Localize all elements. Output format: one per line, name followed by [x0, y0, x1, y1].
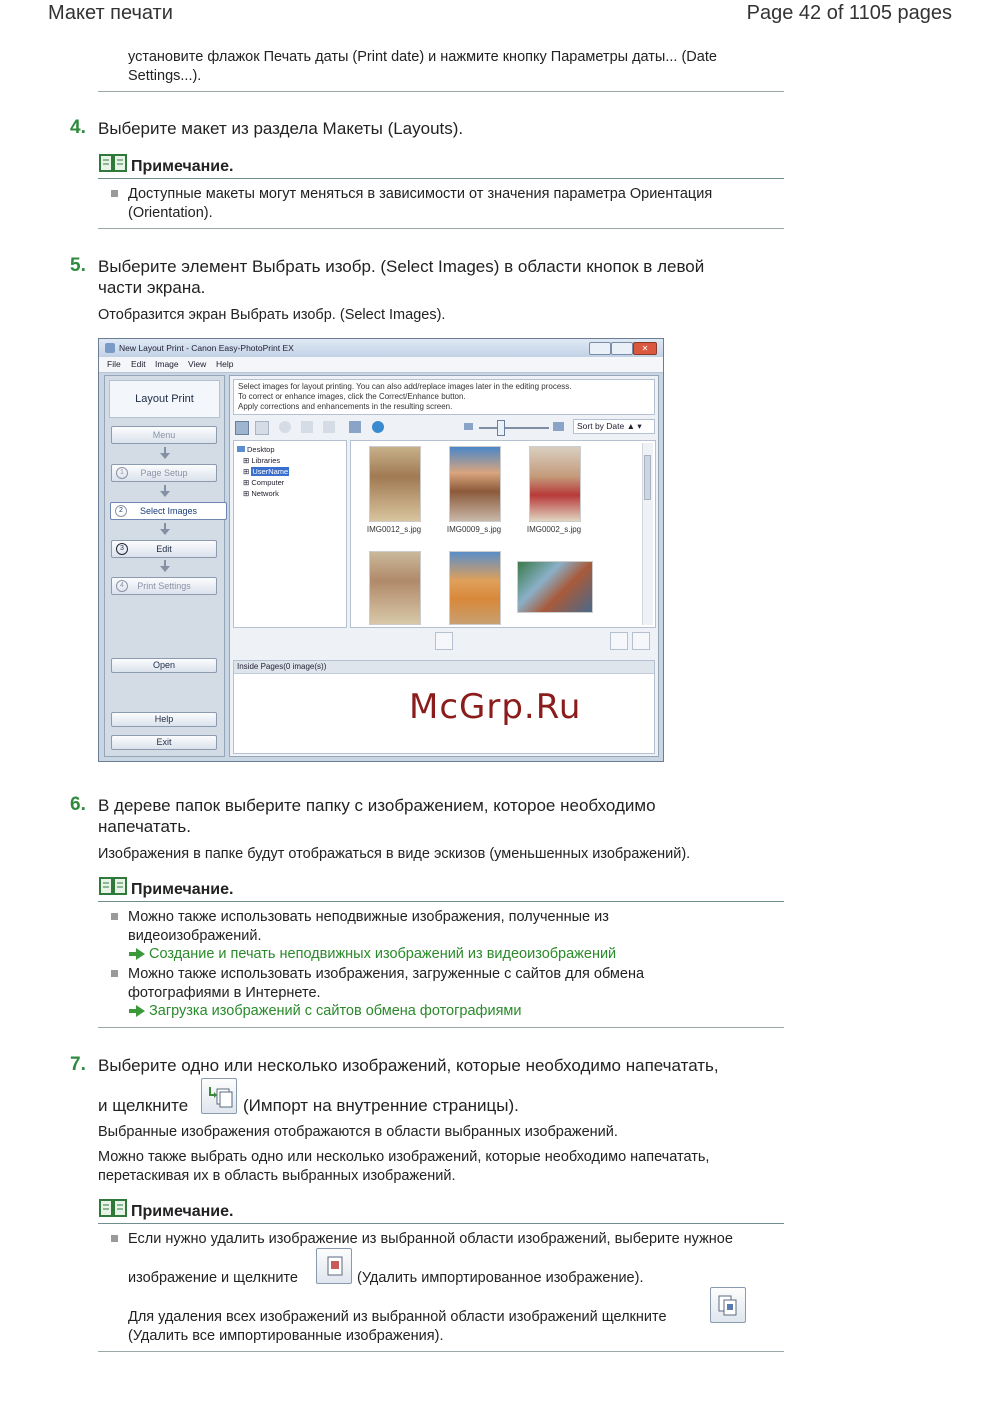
thumbnail-view-icon[interactable] [235, 421, 249, 435]
thumbnail-label: IMG0002_s.jpg [526, 525, 582, 534]
intro-line-1: установите флажок Печать даты (Print date) и нажмите кнопку Параметры даты... (Date [128, 49, 717, 65]
note-6-bullet-1-line-1: Можно также использовать неподвижные изображения, полученные из [128, 909, 609, 925]
step-number-1: 1 [116, 467, 128, 479]
step-7-description-1: Выбранные изображения отображаются в области выбранных изображений. [98, 1124, 618, 1140]
down-arrow-icon [160, 529, 170, 535]
sort-dropdown[interactable]: Sort by Date ▲ ▾ [573, 419, 655, 434]
delete-imported-image-icon[interactable] [316, 1248, 352, 1284]
import-to-inside-pages-icon[interactable] [201, 1078, 237, 1114]
app-icon [105, 343, 115, 353]
delete-all-imported-images-icon[interactable] [710, 1287, 746, 1323]
thumbnail-image[interactable] [529, 446, 581, 522]
enhance-icon[interactable] [323, 421, 335, 433]
thumbnail-image[interactable] [369, 446, 421, 522]
step-number-2: 2 [115, 505, 127, 517]
tree-item-desktop[interactable]: Desktop [237, 444, 343, 455]
divider [98, 228, 784, 229]
delete-imported-icon[interactable] [610, 632, 628, 650]
rotate-icon[interactable] [279, 421, 291, 433]
step-7-description-2b: перетаскивая их в область выбранных изображений. [98, 1168, 456, 1184]
print-settings-button[interactable] [111, 577, 217, 595]
edit-button[interactable] [111, 540, 217, 558]
page-setup-label: Page Setup [140, 468, 188, 478]
instruction-line-3: Apply corrections and enhancements in the resulting screen. [238, 402, 453, 411]
divider [98, 1027, 784, 1028]
layout-print-title: Layout Print [109, 380, 220, 418]
list-view-icon[interactable] [255, 421, 269, 435]
minimize-icon[interactable] [589, 342, 611, 355]
bullet [111, 913, 118, 920]
zoom-out-icon[interactable] [464, 423, 473, 430]
step-7-number: 7. [70, 1054, 86, 1075]
note-7-line-4: (Удалить все импортированные изображения). [128, 1328, 444, 1344]
open-button[interactable]: Open [111, 658, 217, 673]
note-heading: Примечание. [131, 158, 234, 175]
step-6-line-1: В дереве папок выберите папку с изображением, которое необходимо [98, 796, 656, 815]
down-arrow-icon [160, 491, 170, 497]
menu-edit[interactable]: Edit [131, 359, 146, 369]
bullet [111, 1235, 118, 1242]
download-icon[interactable] [349, 421, 361, 433]
page-header-title: Макет печати [48, 2, 173, 24]
zoom-in-icon[interactable] [553, 422, 564, 431]
menu-file[interactable]: File [107, 359, 121, 369]
note-heading: Примечание. [131, 881, 234, 898]
thumbnail-label: IMG0009_s.jpg [446, 525, 502, 534]
thumbnail-image[interactable] [517, 561, 593, 613]
book-icon [99, 153, 127, 173]
print-settings-label: Print Settings [137, 581, 191, 591]
maximize-icon[interactable] [611, 342, 633, 355]
zoom-slider-handle[interactable] [497, 420, 505, 436]
select-images-label: Select Images [139, 506, 198, 516]
note-7-line-2a: изображение и щелкните [128, 1270, 298, 1286]
note-6-bullet-2-line-2: фотографиями в Интернете. [128, 985, 321, 1001]
close-icon[interactable]: ✕ [633, 342, 657, 355]
instructions-box [233, 379, 655, 415]
menu-view[interactable]: View [188, 359, 207, 369]
exit-button[interactable]: Exit [111, 735, 217, 750]
left-button-pane [104, 375, 225, 757]
note-4-line-2: (Orientation). [128, 205, 213, 221]
menu-help[interactable]: Help [216, 359, 234, 369]
note-7-line-1: Если нужно удалить изображение из выбранной области изображений, выберите нужное [128, 1231, 733, 1247]
divider [98, 1223, 784, 1224]
link-video-stills[interactable] [128, 946, 616, 962]
menu-image[interactable]: Image [155, 359, 179, 369]
step-5-number: 5. [70, 255, 86, 276]
edit-label: Edit [156, 544, 172, 554]
step-7-line-2b: (Импорт на внутренние страницы). [243, 1096, 519, 1115]
arrow-icon [136, 948, 145, 960]
divider [98, 1351, 784, 1352]
step-5-description: Отобразится экран Выбрать изобр. (Select Images). [98, 307, 446, 323]
thumbnail-area [350, 440, 656, 628]
arrow-icon [136, 1005, 145, 1017]
note-6-bullet-2-line-1: Можно также использовать изображения, загруженные с сайтов для обмена [128, 966, 645, 982]
step-4-number: 4. [70, 117, 86, 138]
down-arrow-icon [160, 453, 170, 459]
inside-pages-header: Inside Pages(0 image(s)) [234, 661, 654, 674]
import-icon-graphic [202, 1079, 236, 1113]
thumbnail-image[interactable] [449, 551, 501, 625]
link-video-stills-text[interactable]: Создание и печать неподвижных изображений из видеоизображений [149, 946, 617, 962]
divider [98, 91, 784, 92]
menu-bar [99, 357, 663, 373]
step-5-line-2: части экрана. [98, 278, 206, 297]
thumbnail-label: IMG0012_s.jpg [366, 525, 422, 534]
correct-icon[interactable] [301, 421, 313, 433]
instruction-line-2: To correct or enhance images, click the Correct/Enhance button. [238, 392, 466, 401]
step-4-text: Выберите макет из раздела Макеты (Layouts). [98, 119, 464, 138]
delete-all-imported-icon[interactable] [632, 632, 650, 650]
scrollbar-thumb[interactable] [644, 455, 651, 500]
thumbnail-image[interactable] [449, 446, 501, 522]
delete-all-icon-graphic [711, 1288, 745, 1322]
instruction-line-1: Select images for layout printing. You can also add/replace images later in the editing process. [238, 382, 572, 391]
note-heading: Примечание. [131, 1203, 234, 1220]
app-screenshot [98, 338, 664, 762]
note-7-line-3: Для удаления всех изображений из выбранной области изображений щелкните [128, 1309, 667, 1325]
step-6-number: 6. [70, 794, 86, 815]
link-photo-sharing[interactable] [128, 1003, 521, 1019]
tree-item-network[interactable]: ⊞ Network [243, 489, 279, 498]
step-number-4: 4 [116, 580, 128, 592]
step-6-line-2: напечатать. [98, 817, 191, 836]
step-number-3: 3 [116, 543, 128, 555]
zoom-slider-track[interactable] [479, 427, 549, 429]
divider [98, 178, 784, 179]
note-4-line-1: Доступные макеты могут меняться в зависимости от значения параметра Ориентация [128, 186, 713, 202]
page-counter: Page 42 of 1105 pages [746, 2, 952, 24]
down-arrow-icon [160, 566, 170, 572]
step-7-line-1: Выберите одно или несколько изображений, которые необходимо напечатать, [98, 1056, 719, 1075]
step-5-line-1: Выберите элемент Выбрать изобр. (Select Images) в области кнопок в левой [98, 257, 705, 276]
watermark: McGrp.Ru [409, 687, 582, 727]
menu-button[interactable]: Menu [111, 426, 217, 444]
sort-label: Sort by Date [577, 421, 625, 431]
step-7-description-2a: Можно также выбрать одно или несколько изображений, которые необходимо напечатать, [98, 1149, 710, 1165]
step-7-line-2a: и щелкните [98, 1096, 189, 1115]
page-setup-button[interactable] [111, 464, 217, 482]
link-photo-sharing-text[interactable]: Загрузка изображений с сайтов обмена фотографиями [149, 1003, 522, 1019]
select-images-button[interactable] [110, 502, 227, 520]
bullet [111, 190, 118, 197]
folder-tree [233, 440, 347, 628]
note-7-line-2b: (Удалить импортированное изображение). [357, 1270, 644, 1286]
book-icon [99, 876, 127, 896]
intro-line-2: Settings...). [128, 68, 202, 84]
step-6-description: Изображения в папке будут отображаться в виде эскизов (уменьшенных изображений). [98, 846, 691, 862]
window-titlebar [99, 339, 663, 357]
bullet [111, 970, 118, 977]
delete-imported-icon-graphic [317, 1249, 351, 1283]
divider [98, 901, 784, 902]
tree-item-username[interactable]: ⊞ UserName [243, 467, 289, 476]
globe-icon[interactable] [372, 421, 384, 433]
image-toolbar [233, 418, 655, 438]
book-icon [99, 1198, 127, 1218]
help-button[interactable]: Help [111, 712, 217, 727]
import-icon[interactable] [435, 632, 453, 650]
tree-item-libraries[interactable]: ⊞ Libraries [243, 456, 281, 465]
note-6-bullet-1-line-2: видеоизображений. [128, 928, 262, 944]
scrollbar[interactable] [642, 443, 653, 625]
window-title: New Layout Print - Canon Easy-PhotoPrint EX [119, 343, 294, 353]
thumbnail-image[interactable] [369, 551, 421, 625]
tree-item-computer[interactable]: ⊞ Computer [243, 478, 285, 487]
